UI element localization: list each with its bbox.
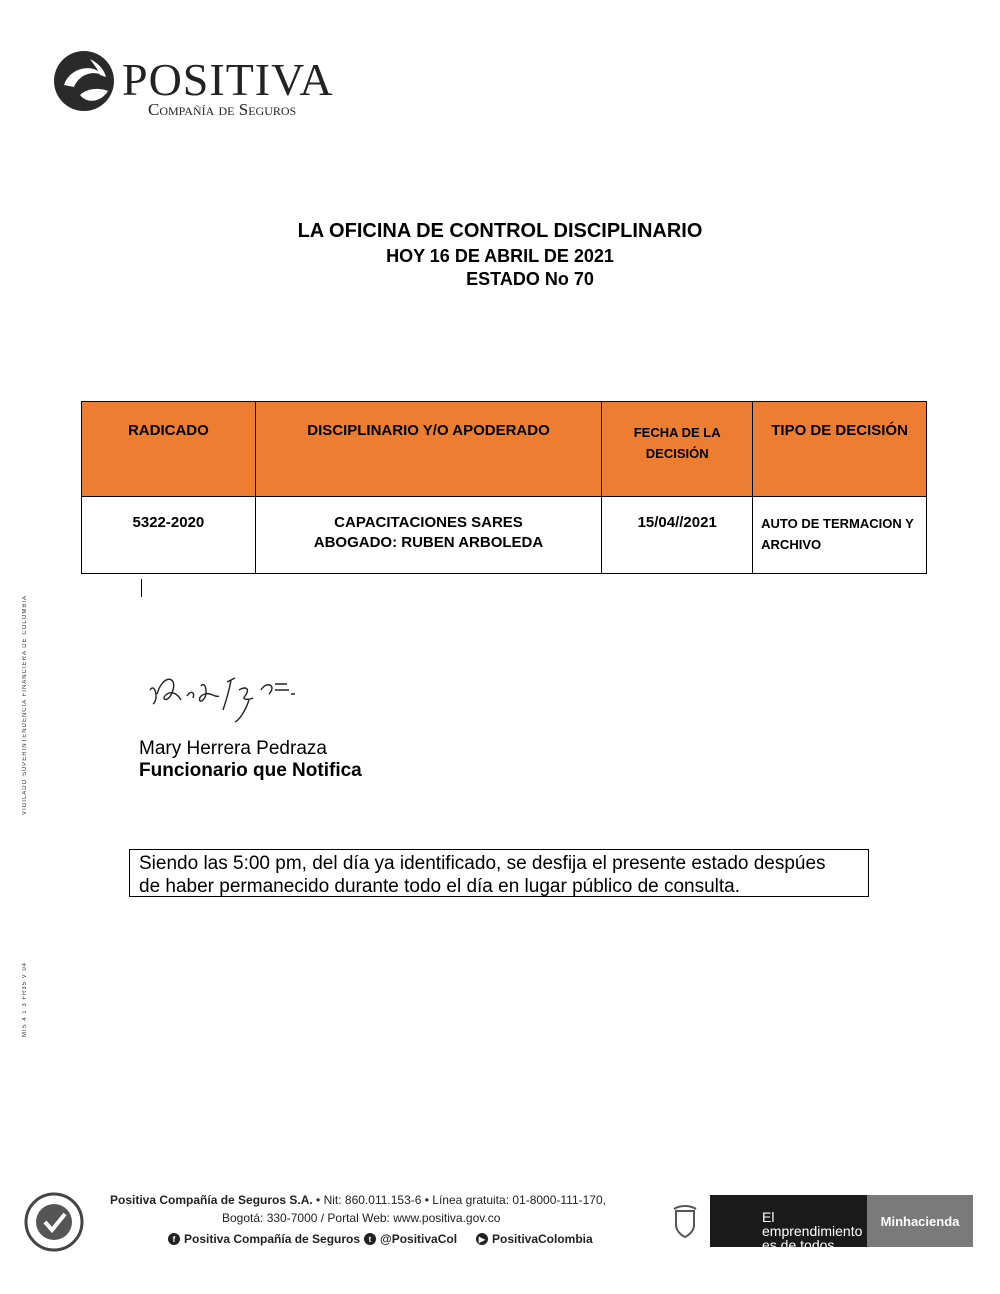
logo-subtitle: Compañía de Seguros	[148, 100, 297, 119]
cell-tipo: AUTO DE TERMACION Y ARCHIVO	[753, 497, 927, 574]
footer-contact-line: Bogotá: 330-7000 / Portal Web: www.positiva.gov.co	[222, 1211, 501, 1225]
cell-disciplinario	[255, 497, 601, 574]
positiva-logo	[50, 45, 350, 125]
header-fecha: FECHA DE LA DECISIÓN	[602, 402, 753, 497]
notice-line-2: de haber permanecido durante todo el día en lugar público de consulta.	[139, 876, 741, 897]
handwritten-signature	[145, 660, 345, 730]
form-code-text: MIS 4 1 3 FR35 V 04	[22, 962, 28, 1038]
notice-box	[129, 849, 869, 897]
notice-line-1: Siendo las 5:00 pm, del día ya identificado, se desfija el presente estado despúes	[139, 853, 826, 874]
cell-disciplinario-line1: CAPACITACIONES SARES	[334, 514, 523, 531]
footer-company-name: Positiva Compañía de Seguros S.A.	[110, 1193, 313, 1207]
cell-disciplinario-line2: ABOGADO: RUBEN ARBOLEDA	[313, 534, 544, 551]
header-disciplinario: DISCIPLINARIO Y/O APODERADO	[255, 402, 601, 497]
footer-company-details: • Nit: 860.011.153-6 • Línea gratuita: 01-8000-111-170,	[312, 1193, 606, 1207]
document-title: LA OFICINA DE CONTROL DISCIPLINARIO	[297, 220, 703, 242]
certification-seal-icon	[19, 1190, 89, 1255]
vigilado-text: VIGILADO SUPERINTENDENCIA FINANCIERA DE COLOMBIA	[22, 595, 28, 816]
footer-facebook[interactable]: f Positiva Compañía de Seguros	[168, 1232, 360, 1246]
table-row	[82, 497, 927, 574]
gov-slogan: El emprendimiento es de todos	[710, 1195, 867, 1247]
header-radicado: RADICADO	[82, 402, 256, 497]
signer-name: Mary Herrera Pedraza	[139, 738, 327, 759]
youtube-icon: ▶	[476, 1233, 488, 1245]
twitter-icon: t	[364, 1233, 376, 1245]
footer-twitter[interactable]: t @PositivaCol	[364, 1232, 457, 1246]
colombia-crest-icon	[660, 1195, 710, 1247]
document-date: HOY 16 DE ABRIL DE 2021	[386, 246, 614, 266]
decisions-table	[81, 401, 927, 574]
form-code	[22, 962, 42, 1042]
facebook-icon: f	[168, 1233, 180, 1245]
globe-logo-icon	[50, 45, 122, 117]
government-banner	[660, 1195, 973, 1253]
document-estado: ESTADO No 70	[466, 269, 594, 289]
logo-name: POSITIVA	[122, 54, 334, 105]
table-header-row	[82, 402, 927, 497]
signer-role: Funcionario que Notifica	[139, 760, 362, 781]
ministry-label: Minhacienda	[867, 1195, 973, 1247]
header-tipo: TIPO DE DECISIÓN	[753, 402, 927, 497]
footer-youtube[interactable]: ▶ PositivaColombia	[476, 1232, 593, 1246]
cell-radicado: 5322-2020	[82, 497, 256, 574]
cell-fecha: 15/04//2021	[602, 497, 753, 574]
vigilado-stamp	[22, 595, 42, 816]
text-cursor	[141, 579, 142, 597]
footer-company-line	[110, 1193, 606, 1207]
